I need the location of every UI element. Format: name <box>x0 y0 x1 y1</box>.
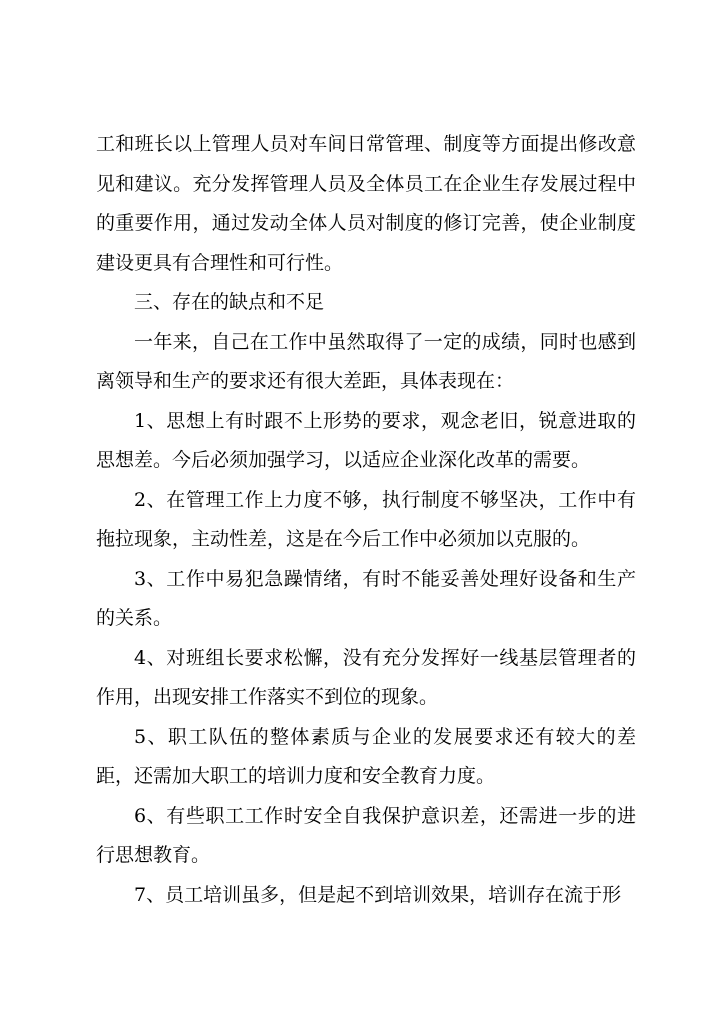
section-heading-shortcomings: 三、存在的缺点和不足 <box>134 291 325 313</box>
list-item-2: 2、在管理工作上力度不够，执行制度不够坚决，工作中有拖拉现象，主动性差，这是在今后工作中必须加以克服的。 <box>96 488 636 550</box>
paragraph-continuation: 工和班长以上管理人员对车间日常管理、制度等方面提出修改意见和建议。充分发挥管理人员及全体员工在企业生存发展过程中的重要作用，通过发动全体人员对制度的修订完善，使企业制度建设更具有合理性和可行性。 <box>96 133 636 274</box>
list-item-4: 4、对班组长要求松懈，没有充分发挥好一线基层管理者的作用，出现安排工作落实不到位的现象。 <box>96 646 636 708</box>
document-body <box>96 125 636 915</box>
list-item-3: 3、工作中易犯急躁情绪，有时不能妥善处理好设备和生产的关系。 <box>96 567 636 629</box>
paragraph-intro: 一年来，自己在工作中虽然取得了一定的成绩，同时也感到离领导和生产的要求还有很大差距，具体表现在： <box>96 330 636 392</box>
list-item-5: 5、职工队伍的整体素质与企业的发展要求还有较大的差距，还需加大职工的培训力度和安全教育力度。 <box>96 725 636 787</box>
list-item-6: 6、有些职工工作时安全自我保护意识差，还需进一步的进行思想教育。 <box>96 804 636 866</box>
list-item-1: 1、思想上有时跟不上形势的要求，观念老旧，锐意进取的思想差。今后必须加强学习，以适应企业深化改革的需要。 <box>96 409 636 471</box>
list-item-7: 7、员工培训虽多，但是起不到培训效果，培训存在流于形 <box>134 883 622 906</box>
